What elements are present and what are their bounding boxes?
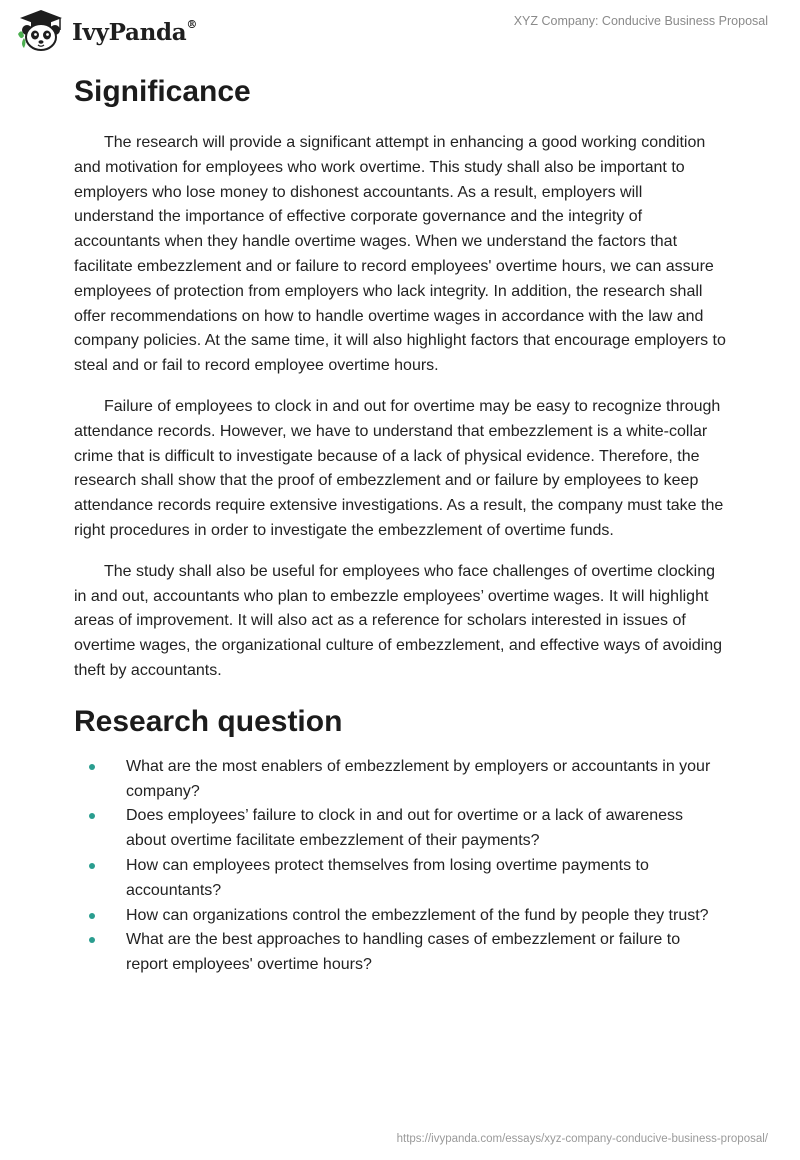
significance-paragraph-1: The research will provide a significant attempt in enhancing a good working condition and motivation for employees who work overtime. This study shall also be important to employers who lose money to dishonest accountants. As a result, employers will understand the importance of effective corporate governance and the integrity of accountants when they handle overtime wages. When we understand the factors that facilitate embezzlement and or failure to record employees' overtime hours, we can assure employees of protection from employers who lack integrity. In addition, the research shall offer recommendations on how to handle overtime wages in accordance with the law and company policies. At the same time, it will also highlight factors that encourage employers to steal and or fail to record employee overtime hours.	[74, 134, 726, 375]
significance-paragraph-3: The study shall also be useful for employees who face challenges of overtime clocking in and out, accountants who plan to embezzle employees’ overtime wages. It will highlight areas of improvement. It will also act as a reference for scholars interested in issues of overtime wages, the organizational culture of embezzlement, and effective ways of avoiding theft by accountants.	[74, 562, 723, 679]
ivypanda-logo[interactable]	[14, 8, 197, 52]
significance-paragraph-2: Failure of employees to clock in and out for overtime may be easy to recognize through attendance records. However, we have to understand that embezzlement is a white-collar crime that is difficult to investigate because of a lack of physical evidence. Therefore, the research shall show that the proof of embezzlement and or failure by employees to keep attendance records require extensive investigations. As a result, the company must take the right procedures in order to investigate the embezzlement of overtime funds.	[74, 397, 724, 539]
list-item: How can organizations control the embezzlement of the fund by people they trust?	[74, 904, 726, 929]
bullet-icon	[89, 913, 95, 919]
bullet-icon	[89, 937, 95, 943]
bullet-icon	[89, 863, 95, 869]
source-url-link[interactable]: https://ivypanda.com/essays/xyz-company-conducive-business-proposal/	[396, 1133, 768, 1145]
panda-graduate-icon	[14, 8, 68, 52]
research-question-list	[74, 755, 726, 978]
list-item: How can employees protect themselves from losing overtime payments to accountants?	[74, 854, 726, 904]
bullet-icon	[89, 813, 95, 819]
brand-name: IvyPanda®	[72, 17, 198, 46]
registered-mark: ®	[186, 17, 198, 31]
list-item: What are the most enablers of embezzlement by employers or accountants in your company?	[74, 755, 726, 805]
essay-content	[74, 68, 726, 978]
page-header	[0, 0, 800, 66]
research-question-heading: Research question	[74, 704, 343, 738]
bullet-icon	[89, 764, 95, 770]
list-item: What are the best approaches to handling cases of embezzlement or failure to report employees' overtime hours?	[74, 928, 726, 978]
significance-heading: Significance	[74, 75, 251, 108]
document-title: XYZ Company: Conducive Business Proposal	[513, 14, 768, 28]
list-item: Does employees’ failure to clock in and out for overtime or a lack of awareness about overtime facilitate embezzlement of their payments?	[74, 804, 726, 854]
